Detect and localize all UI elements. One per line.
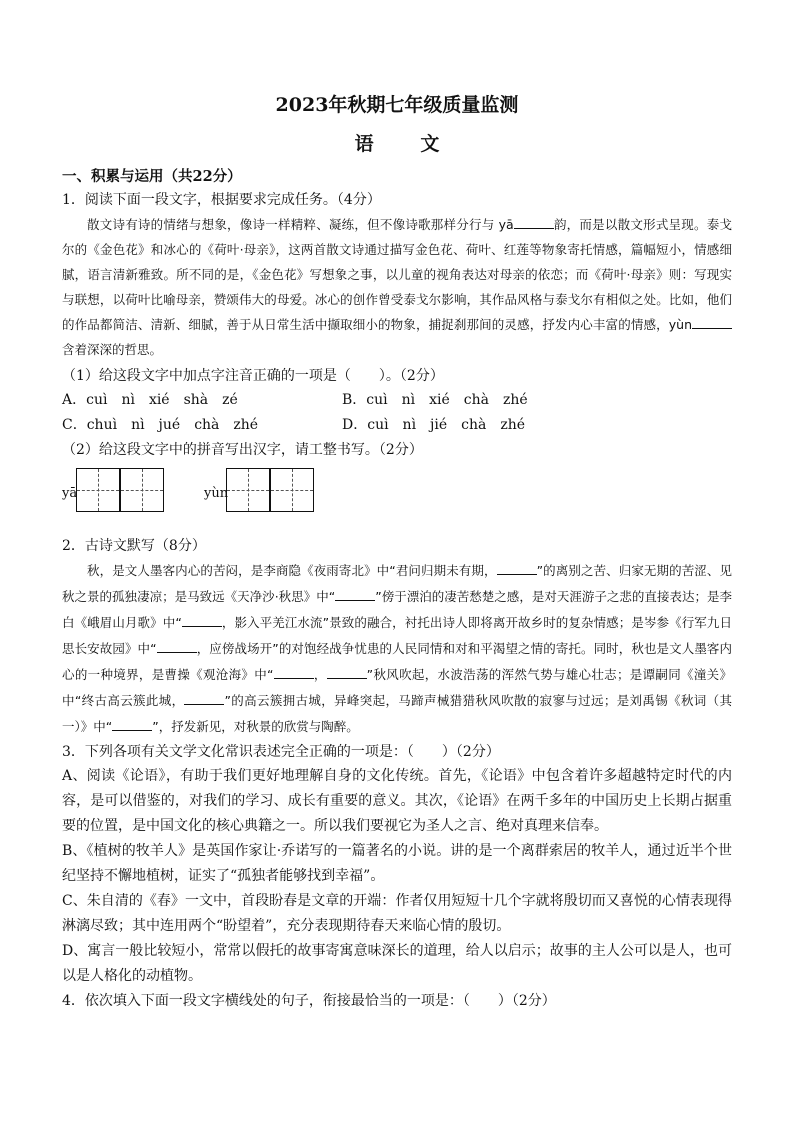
- q2-stem: 2．古诗文默写（8分）: [62, 538, 206, 554]
- q2-part6: ，: [313, 667, 327, 682]
- q1-passage-part3: 含着深深的哲思。: [62, 342, 163, 357]
- q1-option-a: A．cuì nì xié shà zé: [62, 392, 238, 408]
- q1-passage: [62, 212, 732, 362]
- q1-passage-part2: 韵，而是以散文形式呈现。泰戈尔的《金色花》和冰心的《荷叶·母亲》，这两首散文诗通过描写金色花、荷叶、红莲等物象寄托情感，篇幅短小，情感细腻，语言清新雅致。所不同的是，《金色花》写想象之事，以儿童的视角表达对母亲的依恋；而《荷叶·母亲》则：写现实与联想，以荷叶比喻母亲，赞颂伟大的母爱。冰心的创作曾受泰戈尔影响，其作品风格与泰戈尔有相似之处。比如，他们的作品都简洁、清新、细腻，善于从日常生活中撷取细小的物象，捕捉刹那间的灵感，抒发内心丰富的情感，yùn: [62, 217, 732, 332]
- q2-blank-4: [157, 639, 197, 653]
- tianzige-box[interactable]: [120, 468, 164, 512]
- section-heading: 一、积累与运用（共22分）: [62, 168, 242, 185]
- q2-blank-7: [184, 691, 224, 705]
- q1-option-d: D．cuì nì jié chà zhé: [342, 417, 526, 433]
- q1-passage-part1: 散文诗有诗的情绪与想象，像诗一样精粹、凝练，但不像诗歌那样分行与 yā: [87, 217, 514, 232]
- q2-part7: ”秋风吹起，水波浩荡的浑然气势与雄心壮志；是谭嗣同《潼关》中“终古高云簇此城，: [62, 667, 732, 708]
- tianzige-box[interactable]: [76, 468, 120, 512]
- exam-page: [62, 92, 732, 1013]
- subject-char-2: 文: [420, 133, 440, 155]
- pinyin-label-ya: yā: [62, 486, 78, 501]
- q4-stem: 4．依次填入下面一段文字横线处的句子，衔接最恰当的一项是：（ ）（2分）: [62, 993, 556, 1009]
- tianzige-box[interactable]: [270, 468, 314, 512]
- q2-blank-3: [182, 613, 222, 627]
- subject-heading: [62, 132, 732, 156]
- q2-part3: ”傍于漂泊的凄苦愁楚之感，是对天涯游子之悲的直接表达；是李白《峨眉山月歌》中“: [62, 589, 732, 630]
- q1-option-c: C．chuì nì jué chà zhé: [62, 417, 259, 433]
- q1-sub1: （1）给这段文字中加点字注音正确的一项是（ ）。（2分）: [62, 368, 444, 384]
- subject-char-1: 语: [354, 133, 374, 155]
- q2-part4: ，影入平羌江水流”景致的融合，衬托出诗人即将离开故乡时的复杂情感；是岑参《行军九日思长安故园》中“: [62, 615, 732, 656]
- pinyin-label-yun: yùn: [204, 486, 229, 501]
- answer-grid-row: [62, 468, 732, 530]
- q1-option-b: B．cuì nì xié chà zhé: [342, 392, 528, 408]
- q2-blank-8: [112, 717, 152, 731]
- tianzige-box[interactable]: [226, 468, 270, 512]
- q2-part8: ”的高云簇拥古城，异峰突起，马蹄声械猎猎秋风吹散的寂寥与过远；是刘禹锡《秋词（其一）》中“: [62, 693, 732, 734]
- page-title: 2023年秋期七年级质量监测: [275, 94, 519, 116]
- q1-options: [62, 388, 732, 438]
- q2-blank-1: [497, 561, 537, 575]
- q2-part2: ”的离别之苦、归家无期的苦涩、见秋之景的孤独凄凉；是马致远《天净沙·秋思》中“: [62, 563, 732, 604]
- q1-stem: 1．阅读下面一段文字，根据要求完成任务。（4分）: [62, 192, 381, 208]
- q3-choice-b: B、《植树的牧羊人》是英国作家让·乔诺写的一篇著名的小说。讲的是一个离群索居的牧羊人，通过近半个世纪坚持不懈地植树，证实了“孤独者能够找到幸福”。: [62, 843, 732, 884]
- q3-choice-c: C、朱自清的《春》一文中，首段盼春是文章的开端：作者仅用短短十几个字就将殷切而又喜悦的心情表现得淋漓尽致；其中连用两个“盼望着”，充分表现期待春天来临心情的殷切。: [62, 893, 732, 934]
- q2-passage: [62, 558, 732, 740]
- q1-blank-ya: [514, 215, 554, 229]
- q1-blank-yun: [692, 315, 732, 329]
- q3-choice-d: D、寓言一般比较短小，常常以假托的故事寄寓意味深长的道理，给人以启示；故事的主人公可以是人，也可以是人格化的动植物。: [62, 943, 732, 984]
- q2-part1: 秋，是文人墨客内心的苦闷，是李商隐《夜雨寄北》中“君问归期未有期，: [87, 563, 497, 578]
- q3-stem: 3．下列各项有关文学文化常识表述完全正确的一项是：（ ）（2分）: [62, 744, 500, 760]
- q2-blank-5: [274, 665, 314, 679]
- q1-sub2: （2）给这段文字中的拼音写出汉字，请工整书写。（2分）: [62, 442, 423, 458]
- q2-blank-6: [327, 665, 367, 679]
- q2-part5: ，应傍战场开”的对饱经战争忧患的人民同情和对和平渴望之情的寄托。同时，秋也是文人墨客内心的一种境界，是曹操《观沧海》中“: [62, 641, 732, 682]
- q2-part9: ”，抒发新见，对秋景的欣赏与陶醉。: [152, 719, 359, 734]
- q3-choice-a: A、阅读《论语》，有助于我们更好地理解自身的文化传统。首先，《论语》中包含着许多超越特定时代的内容，是可以借鉴的，对我们的学习、成长有重要的意义。其次，《论语》在两千多年的中国历史上长期占据重要的位置，是中国文化的核心典籍之一。所以我们要视它为圣人之言、绝对真理来信奉。: [62, 768, 732, 834]
- q2-blank-2: [335, 587, 375, 601]
